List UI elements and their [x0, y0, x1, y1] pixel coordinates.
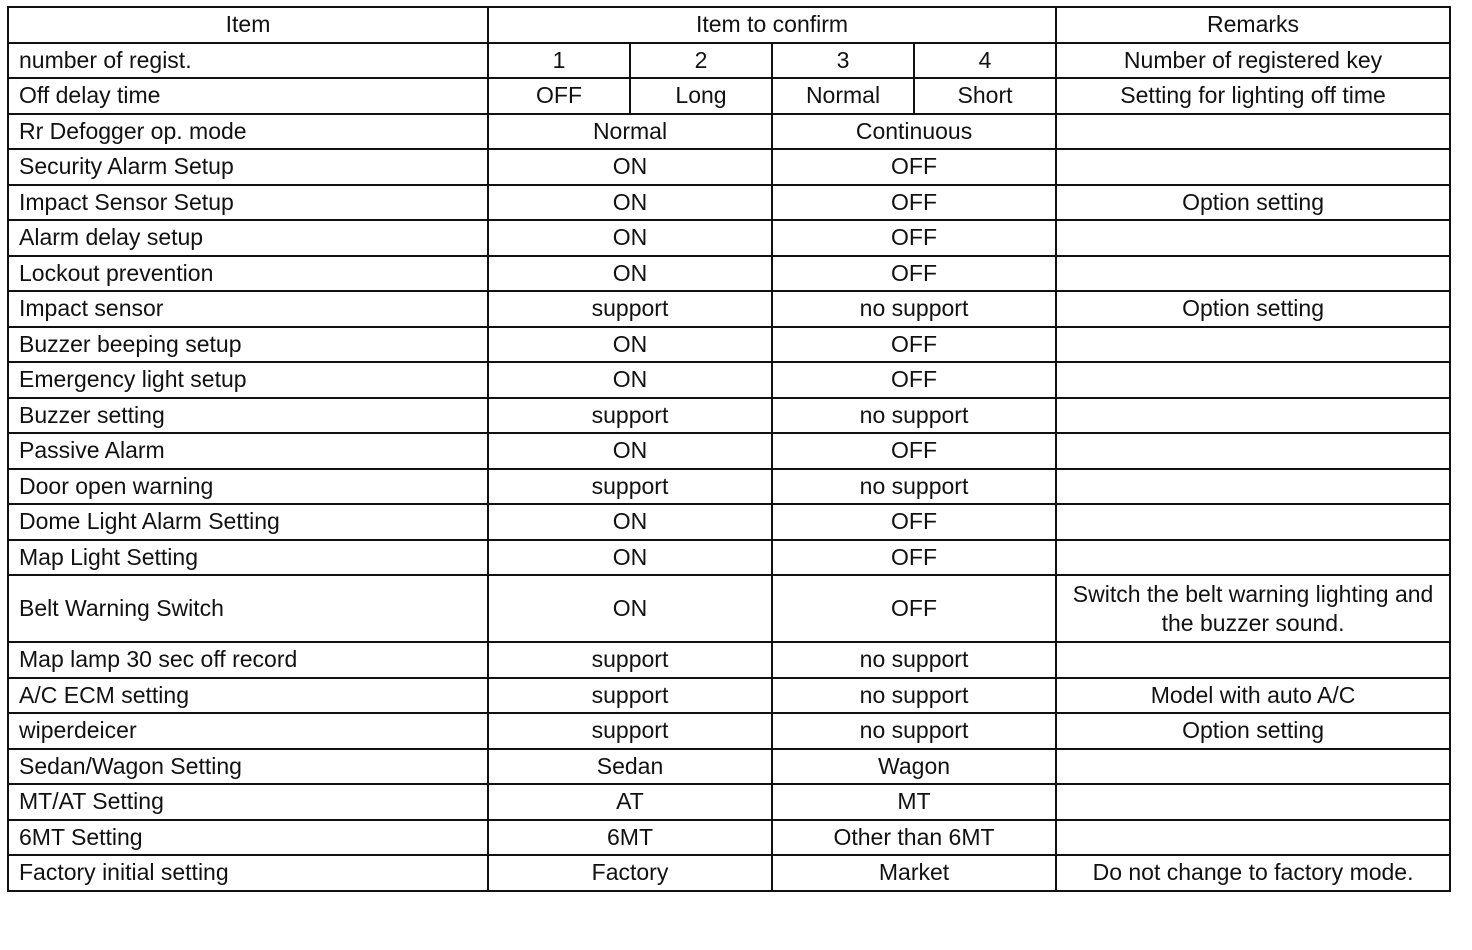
row-remarks [1056, 784, 1450, 820]
row-remarks [1056, 220, 1450, 256]
row-item-label: wiperdeicer [8, 713, 488, 749]
row-remarks [1056, 327, 1450, 363]
row-remarks: Option setting [1056, 291, 1450, 327]
table-row [8, 713, 1450, 749]
row-item-label: Rr Defogger op. mode [8, 114, 488, 150]
row-option-2: Wagon [772, 749, 1056, 785]
row-item-label: Passive Alarm [8, 433, 488, 469]
row-option-1: ON [488, 540, 772, 576]
row-remarks: Model with auto A/C [1056, 678, 1450, 714]
row-option-1: ON [488, 220, 772, 256]
row-option-2: Market [772, 855, 1056, 891]
row-item-label: Impact sensor [8, 291, 488, 327]
row-item-label: Map Light Setting [8, 540, 488, 576]
row-remarks [1056, 362, 1450, 398]
row-item-label: Belt Warning Switch [8, 575, 488, 642]
row-item-label: Dome Light Alarm Setting [8, 504, 488, 540]
row-item-label: Off delay time [8, 78, 488, 114]
row-remarks [1056, 469, 1450, 505]
table-row [8, 540, 1450, 576]
row-option-value: Short [914, 78, 1056, 114]
row-remarks: Option setting [1056, 185, 1450, 221]
row-item-label: Lockout prevention [8, 256, 488, 292]
row-remarks [1056, 642, 1450, 678]
table-row [8, 469, 1450, 505]
row-option-1: ON [488, 185, 772, 221]
row-option-2: OFF [772, 540, 1056, 576]
row-option-2: OFF [772, 256, 1056, 292]
row-remarks: Setting for lighting off time [1056, 78, 1450, 114]
row-option-1: ON [488, 256, 772, 292]
row-option-2: no support [772, 291, 1056, 327]
row-remarks [1056, 433, 1450, 469]
row-remarks: Switch the belt warning lighting and the buzzer sound. [1056, 575, 1450, 642]
table-row [8, 398, 1450, 434]
row-remarks: Number of registered key [1056, 43, 1450, 79]
row-option-1: support [488, 642, 772, 678]
header-item-to-confirm: Item to confirm [488, 7, 1056, 43]
row-item-label: 6MT Setting [8, 820, 488, 856]
row-item-label: Alarm delay setup [8, 220, 488, 256]
row-option-1: 6MT [488, 820, 772, 856]
table-row [8, 185, 1450, 221]
table-row [8, 291, 1450, 327]
table-row [8, 362, 1450, 398]
table-row [8, 855, 1450, 891]
row-option-2: OFF [772, 149, 1056, 185]
row-remarks [1056, 540, 1450, 576]
row-remarks: Option setting [1056, 713, 1450, 749]
row-option-1: support [488, 398, 772, 434]
row-option-1: ON [488, 362, 772, 398]
row-option-2: OFF [772, 220, 1056, 256]
row-option-2: OFF [772, 504, 1056, 540]
row-option-1: ON [488, 504, 772, 540]
row-option-2: no support [772, 642, 1056, 678]
table-row [8, 149, 1450, 185]
row-option-value: Normal [772, 78, 914, 114]
row-option-1: ON [488, 433, 772, 469]
row-remarks [1056, 114, 1450, 150]
row-option-2: Other than 6MT [772, 820, 1056, 856]
table-row [8, 43, 1450, 79]
row-option-1: support [488, 713, 772, 749]
table-row [8, 784, 1450, 820]
row-item-label: MT/AT Setting [8, 784, 488, 820]
row-option-1: AT [488, 784, 772, 820]
row-option-value: 4 [914, 43, 1056, 79]
table-row [8, 678, 1450, 714]
row-option-1: support [488, 291, 772, 327]
row-option-value: OFF [488, 78, 630, 114]
row-option-value: Long [630, 78, 772, 114]
row-option-1: Factory [488, 855, 772, 891]
row-option-2: OFF [772, 575, 1056, 642]
table-row [8, 114, 1450, 150]
row-option-2: no support [772, 713, 1056, 749]
row-remarks [1056, 256, 1450, 292]
row-option-value: 3 [772, 43, 914, 79]
settings-table [7, 6, 1451, 892]
row-option-value: 2 [630, 43, 772, 79]
row-option-1: ON [488, 327, 772, 363]
row-item-label: Factory initial setting [8, 855, 488, 891]
row-item-label: number of regist. [8, 43, 488, 79]
table-row [8, 78, 1450, 114]
table-row [8, 327, 1450, 363]
table-row [8, 749, 1450, 785]
row-item-label: Buzzer setting [8, 398, 488, 434]
row-option-1: Normal [488, 114, 772, 150]
row-option-2: no support [772, 678, 1056, 714]
row-item-label: Security Alarm Setup [8, 149, 488, 185]
row-remarks: Do not change to factory mode. [1056, 855, 1450, 891]
row-item-label: Emergency light setup [8, 362, 488, 398]
row-option-value: 1 [488, 43, 630, 79]
row-option-1: support [488, 469, 772, 505]
row-item-label: Impact Sensor Setup [8, 185, 488, 221]
row-option-2: no support [772, 469, 1056, 505]
row-item-label: Sedan/Wagon Setting [8, 749, 488, 785]
table-row [8, 220, 1450, 256]
table-row [8, 256, 1450, 292]
row-item-label: Map lamp 30 sec off record [8, 642, 488, 678]
row-remarks [1056, 398, 1450, 434]
row-option-2: OFF [772, 362, 1056, 398]
table-row [8, 642, 1450, 678]
row-option-2: Continuous [772, 114, 1056, 150]
row-option-2: no support [772, 398, 1056, 434]
row-remarks [1056, 149, 1450, 185]
row-option-1: ON [488, 575, 772, 642]
row-option-2: OFF [772, 185, 1056, 221]
row-option-1: Sedan [488, 749, 772, 785]
row-item-label: Door open warning [8, 469, 488, 505]
row-item-label: A/C ECM setting [8, 678, 488, 714]
table-row [8, 820, 1450, 856]
row-option-2: OFF [772, 433, 1056, 469]
row-remarks [1056, 820, 1450, 856]
row-item-label: Buzzer beeping setup [8, 327, 488, 363]
table-body [8, 43, 1450, 891]
row-option-2: MT [772, 784, 1056, 820]
table-row [8, 433, 1450, 469]
row-remarks [1056, 749, 1450, 785]
table-row [8, 504, 1450, 540]
header-item: Item [8, 7, 488, 43]
row-remarks [1056, 504, 1450, 540]
header-remarks: Remarks [1056, 7, 1450, 43]
table-row [8, 575, 1450, 642]
row-option-1: support [488, 678, 772, 714]
header-row [8, 7, 1450, 43]
row-option-2: OFF [772, 327, 1056, 363]
row-option-1: ON [488, 149, 772, 185]
